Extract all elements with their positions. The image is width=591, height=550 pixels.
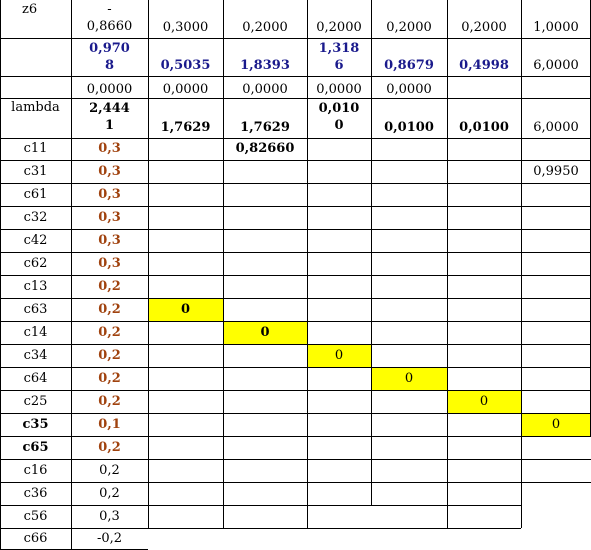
table-cell[interactable]	[521, 367, 591, 390]
table-cell[interactable]: 1,7629	[160, 120, 211, 135]
table-cell[interactable]	[447, 138, 521, 160]
table-cell[interactable]: 0,3000	[162, 20, 209, 35]
table-cell[interactable]	[371, 298, 447, 321]
table-cell[interactable]	[307, 206, 371, 229]
table-cell[interactable]	[307, 436, 371, 459]
table-cell[interactable]	[447, 528, 521, 550]
table-cell[interactable]	[521, 436, 591, 459]
table-cell[interactable]	[447, 275, 521, 298]
table-cell[interactable]: -0,2	[96, 531, 123, 546]
row-label-cell[interactable]: c25	[23, 394, 48, 409]
table-cell[interactable]	[223, 298, 307, 321]
table-cell[interactable]	[307, 459, 371, 482]
table-cell[interactable]	[223, 160, 307, 183]
table-cell[interactable]	[521, 76, 591, 98]
table-cell[interactable]	[307, 505, 371, 528]
table-cell[interactable]: 2,444 1	[89, 101, 130, 133]
table-cell[interactable]	[223, 482, 307, 505]
row-label-cell[interactable]: c65	[22, 440, 49, 455]
table-cell[interactable]	[447, 206, 521, 229]
table-cell[interactable]	[521, 482, 591, 505]
table-cell[interactable]: 0,5035	[160, 58, 211, 73]
table-cell[interactable]	[521, 275, 591, 298]
table-cell[interactable]	[307, 482, 371, 505]
table-cell[interactable]	[148, 367, 223, 390]
table-cell[interactable]	[447, 367, 521, 390]
table-cell[interactable]	[148, 160, 223, 183]
table-cell[interactable]: 0,2000	[242, 20, 288, 35]
grid-line	[71, 0, 72, 550]
table-cell[interactable]: 0,2	[98, 279, 121, 294]
row-label-cell[interactable]	[0, 76, 71, 98]
grid-line	[447, 0, 448, 528]
table-cell[interactable]	[521, 252, 591, 275]
table-cell[interactable]	[521, 138, 591, 160]
table-cell[interactable]	[447, 505, 521, 528]
table-cell[interactable]	[447, 321, 521, 344]
table-cell[interactable]	[148, 505, 223, 528]
table-cell[interactable]	[447, 459, 521, 482]
grid-line	[0, 505, 521, 506]
table-cell[interactable]	[148, 229, 223, 252]
table-cell[interactable]: 6,0000	[533, 120, 579, 135]
table-cell[interactable]	[447, 183, 521, 206]
row-label-cell[interactable]: lambda	[11, 100, 60, 115]
table-cell[interactable]	[371, 321, 447, 344]
row-label-cell[interactable]: z6	[22, 2, 38, 17]
table-cell[interactable]	[447, 482, 521, 505]
table-cell[interactable]	[447, 344, 521, 367]
grid-line	[0, 367, 591, 368]
table-cell[interactable]	[371, 528, 447, 550]
row-label-cell[interactable]: c34	[23, 348, 48, 363]
table-cell[interactable]	[521, 183, 591, 206]
table-cell[interactable]: 0,3	[99, 509, 120, 524]
table-cell[interactable]: 0,2000	[316, 20, 362, 35]
grid-line	[0, 459, 591, 460]
grid-line	[0, 298, 591, 299]
table-cell[interactable]: 0	[521, 413, 591, 436]
grid-line	[0, 321, 591, 322]
table-cell[interactable]: 0,3	[98, 187, 121, 202]
grid-line	[0, 528, 521, 529]
grid-line	[0, 390, 591, 391]
table-cell[interactable]	[148, 252, 223, 275]
table-cell[interactable]	[223, 229, 307, 252]
table-cell[interactable]: 0,2	[98, 348, 121, 363]
table-cell[interactable]	[223, 436, 307, 459]
row-label-cell[interactable]	[0, 38, 71, 76]
table-cell[interactable]: 0	[223, 321, 307, 344]
row-label-cell[interactable]: c61	[23, 187, 48, 202]
table-cell[interactable]: 0,0000	[162, 82, 209, 97]
table-cell[interactable]: 0,2	[98, 394, 121, 409]
grid-line	[0, 98, 591, 99]
table-cell[interactable]: 1,0000	[533, 20, 579, 35]
table-cell[interactable]	[148, 183, 223, 206]
table-cell[interactable]	[148, 436, 223, 459]
table-cell[interactable]: 0,9950	[533, 164, 579, 179]
table-cell[interactable]: 1,8393	[240, 58, 290, 73]
table-cell[interactable]	[447, 160, 521, 183]
table-cell[interactable]: 0,2	[99, 463, 120, 478]
table-cell[interactable]	[447, 76, 521, 98]
table-cell[interactable]	[307, 298, 371, 321]
grid-line	[0, 436, 591, 437]
table-cell[interactable]: 0,2	[98, 371, 121, 386]
table-cell[interactable]: - 0,8660	[86, 2, 133, 34]
table-cell[interactable]	[307, 252, 371, 275]
grid-line	[0, 275, 591, 276]
table-cell[interactable]	[148, 482, 223, 505]
table-cell[interactable]	[223, 183, 307, 206]
table-cell[interactable]	[371, 482, 447, 505]
table-cell[interactable]	[223, 528, 307, 550]
table-cell[interactable]	[521, 505, 591, 528]
row-label-cell[interactable]: c13	[23, 279, 48, 294]
table-cell[interactable]	[307, 160, 371, 183]
table-cell[interactable]	[148, 344, 223, 367]
table-cell[interactable]	[148, 528, 223, 550]
row-label-cell[interactable]: c16	[23, 463, 48, 478]
table-cell[interactable]	[447, 413, 521, 436]
table-cell[interactable]	[371, 459, 447, 482]
grid-line	[223, 0, 224, 528]
table-cell[interactable]	[447, 298, 521, 321]
table-cell[interactable]	[223, 390, 307, 413]
table-cell[interactable]	[307, 367, 371, 390]
grid-line	[0, 206, 591, 207]
table-cell[interactable]: 1,7629	[240, 120, 290, 135]
table-cell[interactable]: 0,3	[98, 210, 121, 225]
table-cell[interactable]	[447, 252, 521, 275]
table-cell[interactable]	[307, 275, 371, 298]
grid-line	[0, 482, 591, 483]
grid-line	[0, 229, 591, 230]
table-cell[interactable]	[307, 138, 371, 160]
table-cell[interactable]: 0,1	[98, 417, 121, 432]
table-cell[interactable]: 0,0000	[242, 82, 288, 97]
table-cell[interactable]	[148, 206, 223, 229]
table-cell[interactable]: 0,2	[98, 325, 121, 340]
table-cell[interactable]	[223, 367, 307, 390]
table-cell[interactable]	[447, 436, 521, 459]
row-label-cell[interactable]: c62	[23, 256, 48, 271]
table-cell[interactable]	[307, 321, 371, 344]
table-cell[interactable]	[223, 206, 307, 229]
table-cell[interactable]	[223, 505, 307, 528]
row-label-cell[interactable]: c35	[22, 417, 49, 432]
table-cell[interactable]	[371, 183, 447, 206]
table-cell[interactable]: 1,318 6	[318, 41, 360, 73]
table-cell[interactable]: 0,3	[98, 233, 121, 248]
table-cell[interactable]: 0,2000	[386, 20, 432, 35]
row-label-cell[interactable]: c11	[23, 141, 48, 156]
table-cell[interactable]	[307, 528, 371, 550]
table-cell[interactable]: 0	[148, 298, 223, 321]
table-cell[interactable]	[307, 390, 371, 413]
row-label-cell[interactable]: c14	[23, 325, 48, 340]
table-cell[interactable]: 0,2	[99, 486, 120, 501]
table-cell[interactable]: 0,2	[98, 440, 121, 455]
table-cell[interactable]	[223, 413, 307, 436]
table-cell[interactable]	[371, 138, 447, 160]
table-cell[interactable]	[223, 275, 307, 298]
table-cell[interactable]	[223, 459, 307, 482]
row-label-cell[interactable]: c31	[23, 164, 48, 179]
grid-line	[148, 0, 149, 528]
table-cell[interactable]	[307, 229, 371, 252]
table-cell[interactable]	[371, 344, 447, 367]
table-cell[interactable]	[371, 505, 447, 528]
grid-line	[0, 160, 591, 161]
table-cell[interactable]	[148, 413, 223, 436]
table-cell[interactable]	[148, 459, 223, 482]
grid-line	[0, 0, 1, 550]
table-cell[interactable]	[521, 298, 591, 321]
table-cell[interactable]	[223, 344, 307, 367]
row-label-cell[interactable]: c66	[23, 531, 48, 546]
row-label-cell[interactable]: c56	[23, 509, 48, 524]
grid-line	[0, 38, 591, 39]
table-cell[interactable]	[521, 321, 591, 344]
table-cell[interactable]: 0,8679	[384, 58, 434, 73]
table-cell[interactable]	[521, 344, 591, 367]
grid-line	[0, 413, 591, 414]
table-cell[interactable]: 0	[307, 344, 371, 367]
table-cell[interactable]: 0,010 0	[318, 101, 360, 133]
table-cell[interactable]: 0,3	[98, 164, 121, 179]
table-cell[interactable]: 0,0100	[459, 120, 509, 135]
table-cell[interactable]: 0	[371, 367, 447, 390]
table-cell[interactable]: 0	[447, 390, 521, 413]
table-cell[interactable]: 0,2000	[461, 20, 507, 35]
table-cell[interactable]: 0,3	[98, 141, 121, 156]
table-cell[interactable]	[307, 413, 371, 436]
table-cell[interactable]	[521, 528, 591, 550]
grid-line	[0, 344, 591, 345]
table-cell[interactable]	[371, 275, 447, 298]
row-label-cell[interactable]: c36	[23, 486, 48, 501]
table-cell[interactable]	[447, 229, 521, 252]
table-cell[interactable]	[371, 229, 447, 252]
table-cell[interactable]	[521, 390, 591, 413]
table-cell[interactable]: 0,0000	[86, 82, 133, 97]
row-label-cell[interactable]: c32	[23, 210, 48, 225]
table-cell[interactable]	[371, 206, 447, 229]
table-cell[interactable]: 6,0000	[533, 58, 579, 73]
grid-line	[0, 252, 591, 253]
table-cell[interactable]	[371, 436, 447, 459]
table-cell[interactable]: 0,970 8	[89, 41, 130, 73]
table-cell[interactable]: 0,0100	[384, 120, 434, 135]
table-cell[interactable]	[521, 206, 591, 229]
table-cell[interactable]: 0,0000	[316, 82, 362, 97]
table-cell[interactable]	[148, 321, 223, 344]
table-cell[interactable]: 0,0000	[386, 82, 432, 97]
row-label-cell[interactable]: c63	[23, 302, 48, 317]
grid-line	[0, 183, 591, 184]
table-cell[interactable]	[521, 459, 591, 482]
table-cell[interactable]	[148, 275, 223, 298]
table-cell[interactable]	[148, 138, 223, 160]
grid-line	[307, 0, 308, 528]
row-label-cell[interactable]: c64	[23, 371, 48, 386]
table-cell[interactable]	[371, 413, 447, 436]
table-cell[interactable]	[148, 390, 223, 413]
table-cell[interactable]	[223, 252, 307, 275]
table-cell[interactable]: 0,82660	[235, 141, 295, 156]
grid-line	[521, 0, 522, 528]
table-cell[interactable]	[371, 390, 447, 413]
row-label-cell[interactable]: c42	[23, 233, 48, 248]
table-cell[interactable]	[307, 183, 371, 206]
table-cell[interactable]	[371, 252, 447, 275]
table-cell[interactable]	[371, 160, 447, 183]
grid-line	[0, 76, 591, 77]
table-cell[interactable]: 0,2	[98, 302, 121, 317]
table-cell[interactable]: 0,3	[98, 256, 121, 271]
table-cell[interactable]	[521, 229, 591, 252]
table-cell[interactable]: 0,4998	[459, 58, 509, 73]
grid-line	[371, 0, 372, 505]
grid-line	[0, 138, 591, 139]
